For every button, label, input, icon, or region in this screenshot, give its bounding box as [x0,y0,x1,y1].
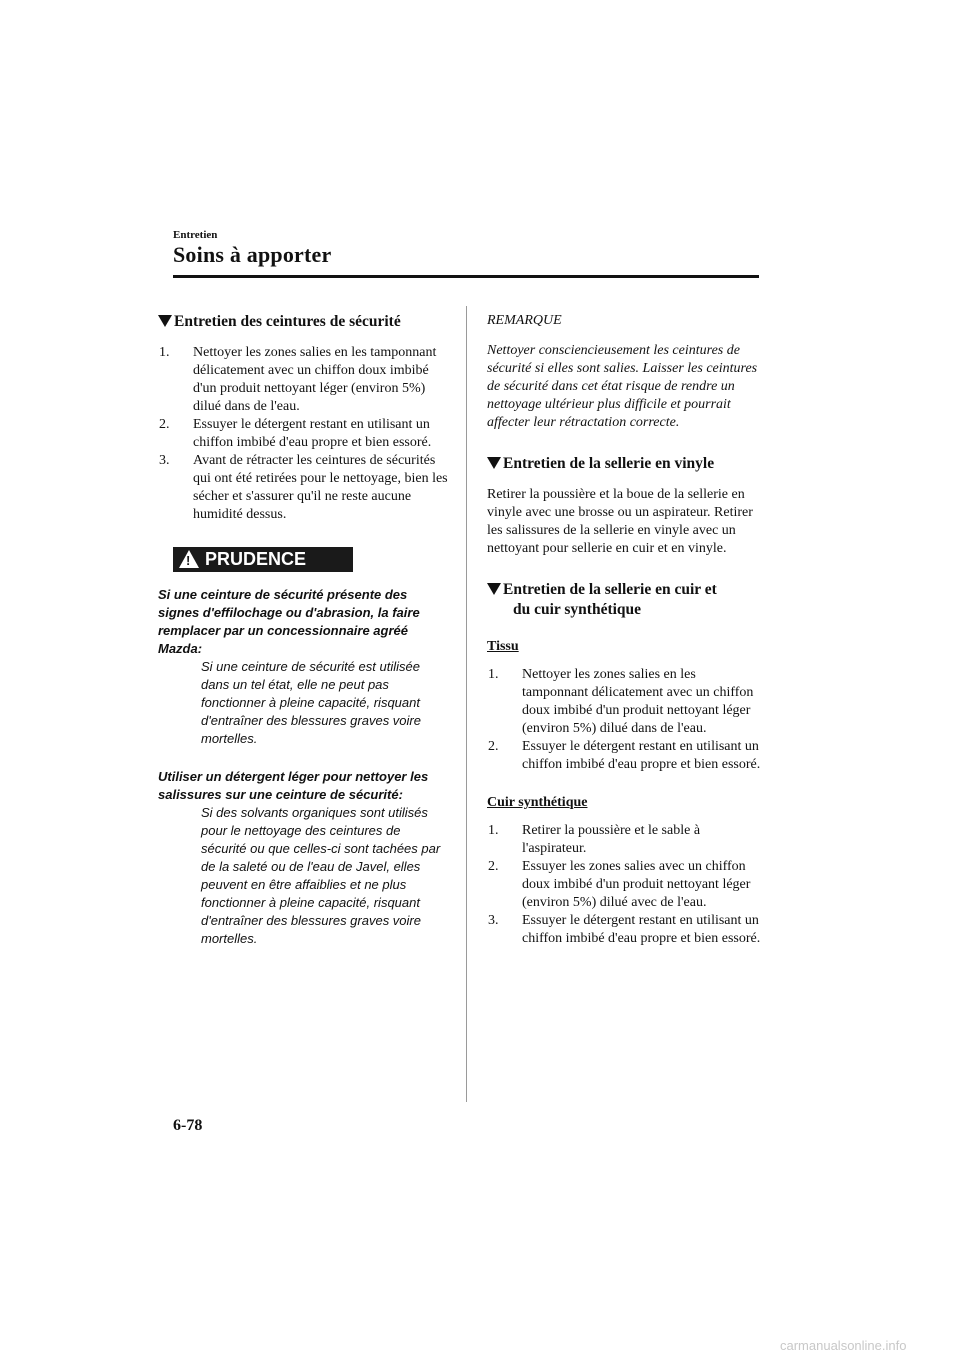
page-title: Soins à apporter [173,242,332,267]
list-item [158,452,448,524]
step-number: 2. [159,417,170,432]
triangle-bullet-icon [487,583,501,595]
watermark: carmanualsonline.info [780,1338,907,1353]
synth-heading: Cuir synthétique [487,795,588,810]
caution-label: PRUDENCE [205,549,307,569]
seatbelt-steps [158,344,448,524]
step-text: Retirer la poussière et le sable à l'aspirateur. [522,823,701,856]
vinyl-heading-text: Entretien de la sellerie en vinyle [503,455,715,472]
seatbelt-heading [158,312,448,332]
step-number: 2. [488,739,499,754]
list-item [487,858,762,912]
note-body: Nettoyer consciencieusement les ceintures de sécurité si elles sont salies. Laisser les ceintures de sécurité dans cet état risque de rendre un nettoyage ultérieur plus difficile et pourrait affecter leur rétractation correcte. [487,343,758,430]
step-number: 3. [488,913,499,928]
step-text: Avant de rétracter les ceintures de sécurités qui ont été retirées pour le nettoyage, bien les sécher et s'assurer qu'il ne reste aucune humidité dessus. [193,453,448,522]
caution-banner [173,547,353,572]
caution-item [158,586,448,748]
leather-heading-line2: du cuir synthétique [513,601,642,618]
caution-item [158,768,448,948]
leather-heading [487,580,762,620]
step-number: 1. [488,667,499,682]
seatbelt-heading-text: Entretien des ceintures de sécurité [174,313,401,330]
step-text: Nettoyer les zones salies en les tamponnant délicatement avec un chiffon doux imbibé d'un produit nettoyant léger (environ 5%) dilué dans de l'eau. [193,345,437,414]
triangle-bullet-icon [158,315,172,327]
title-rule [173,275,759,278]
step-text: Nettoyer les zones salies en les tamponnant délicatement avec un chiffon doux imbibé d'un produit nettoyant léger (environ 5%) dilué dans de l'eau. [522,667,754,736]
caution-title: Si une ceinture de sécurité présente des signes d'effilochage ou d'abrasion, la faire remplacer par un concessionnaire agréé Mazda: [158,587,420,656]
vinyl-heading [487,454,762,474]
list-item [487,912,762,948]
list-item [487,738,762,774]
right-column [487,312,762,948]
caution-body: Si une ceinture de sécurité est utilisée dans un tel état, elle ne peut pas fonctionner à pleine capacité, risquant d'entraîner des blessures graves voire mortelles. [201,659,421,746]
step-number: 3. [159,453,170,468]
step-text: Essuyer le détergent restant en utilisant un chiffon imbibé d'eau propre et bien essoré. [522,739,761,772]
step-text: Essuyer le détergent restant en utilisant un chiffon imbibé d'eau propre et bien essoré. [193,417,432,450]
warning-icon: ! [179,550,199,568]
list-item [487,666,762,738]
vinyl-text: Retirer la poussière et la boue de la sellerie en vinyle avec une brosse ou un aspirateur. Retirer les salissures de la sellerie en vinyle avec un nettoyant pour sellerie en cuir et en vinyle. [487,487,753,556]
chapter-label: Entretien [173,229,218,241]
caution-body: Si des solvants organiques sont utilisés pour le nettoyage des ceintures de sécurité ou que celles-ci sont tachées par de la saleté ou de l'eau de Javel, elles peuvent en être affaiblies et ne plus fonctionner à pleine capacité, risquant d'entraîner des blessures graves voire mortelles. [201,805,441,946]
step-number: 1. [488,823,499,838]
list-item [158,416,448,452]
step-number: 2. [488,859,499,874]
note-title: REMARQUE [487,313,562,328]
caution-title: Utiliser un détergent léger pour nettoyer les salissures sur une ceinture de sécurité: [158,769,429,802]
step-text: Essuyer les zones salies avec un chiffon doux imbibé d'un produit nettoyant léger (environ 5%) dilué avec de l'eau. [522,859,751,910]
list-item [158,344,448,416]
left-column [158,312,448,948]
triangle-bullet-icon [487,457,501,469]
step-text: Essuyer le détergent restant en utilisant un chiffon imbibé d'eau propre et bien essoré. [522,913,761,946]
column-divider [466,306,467,1102]
synth-steps [487,822,762,948]
step-number: 1. [159,345,170,360]
tissu-heading: Tissu [487,639,519,654]
list-item [487,822,762,858]
page-number: 6-78 [173,1117,203,1134]
leather-heading-line1: Entretien de la sellerie en cuir et [503,581,717,598]
tissu-steps [487,666,762,774]
